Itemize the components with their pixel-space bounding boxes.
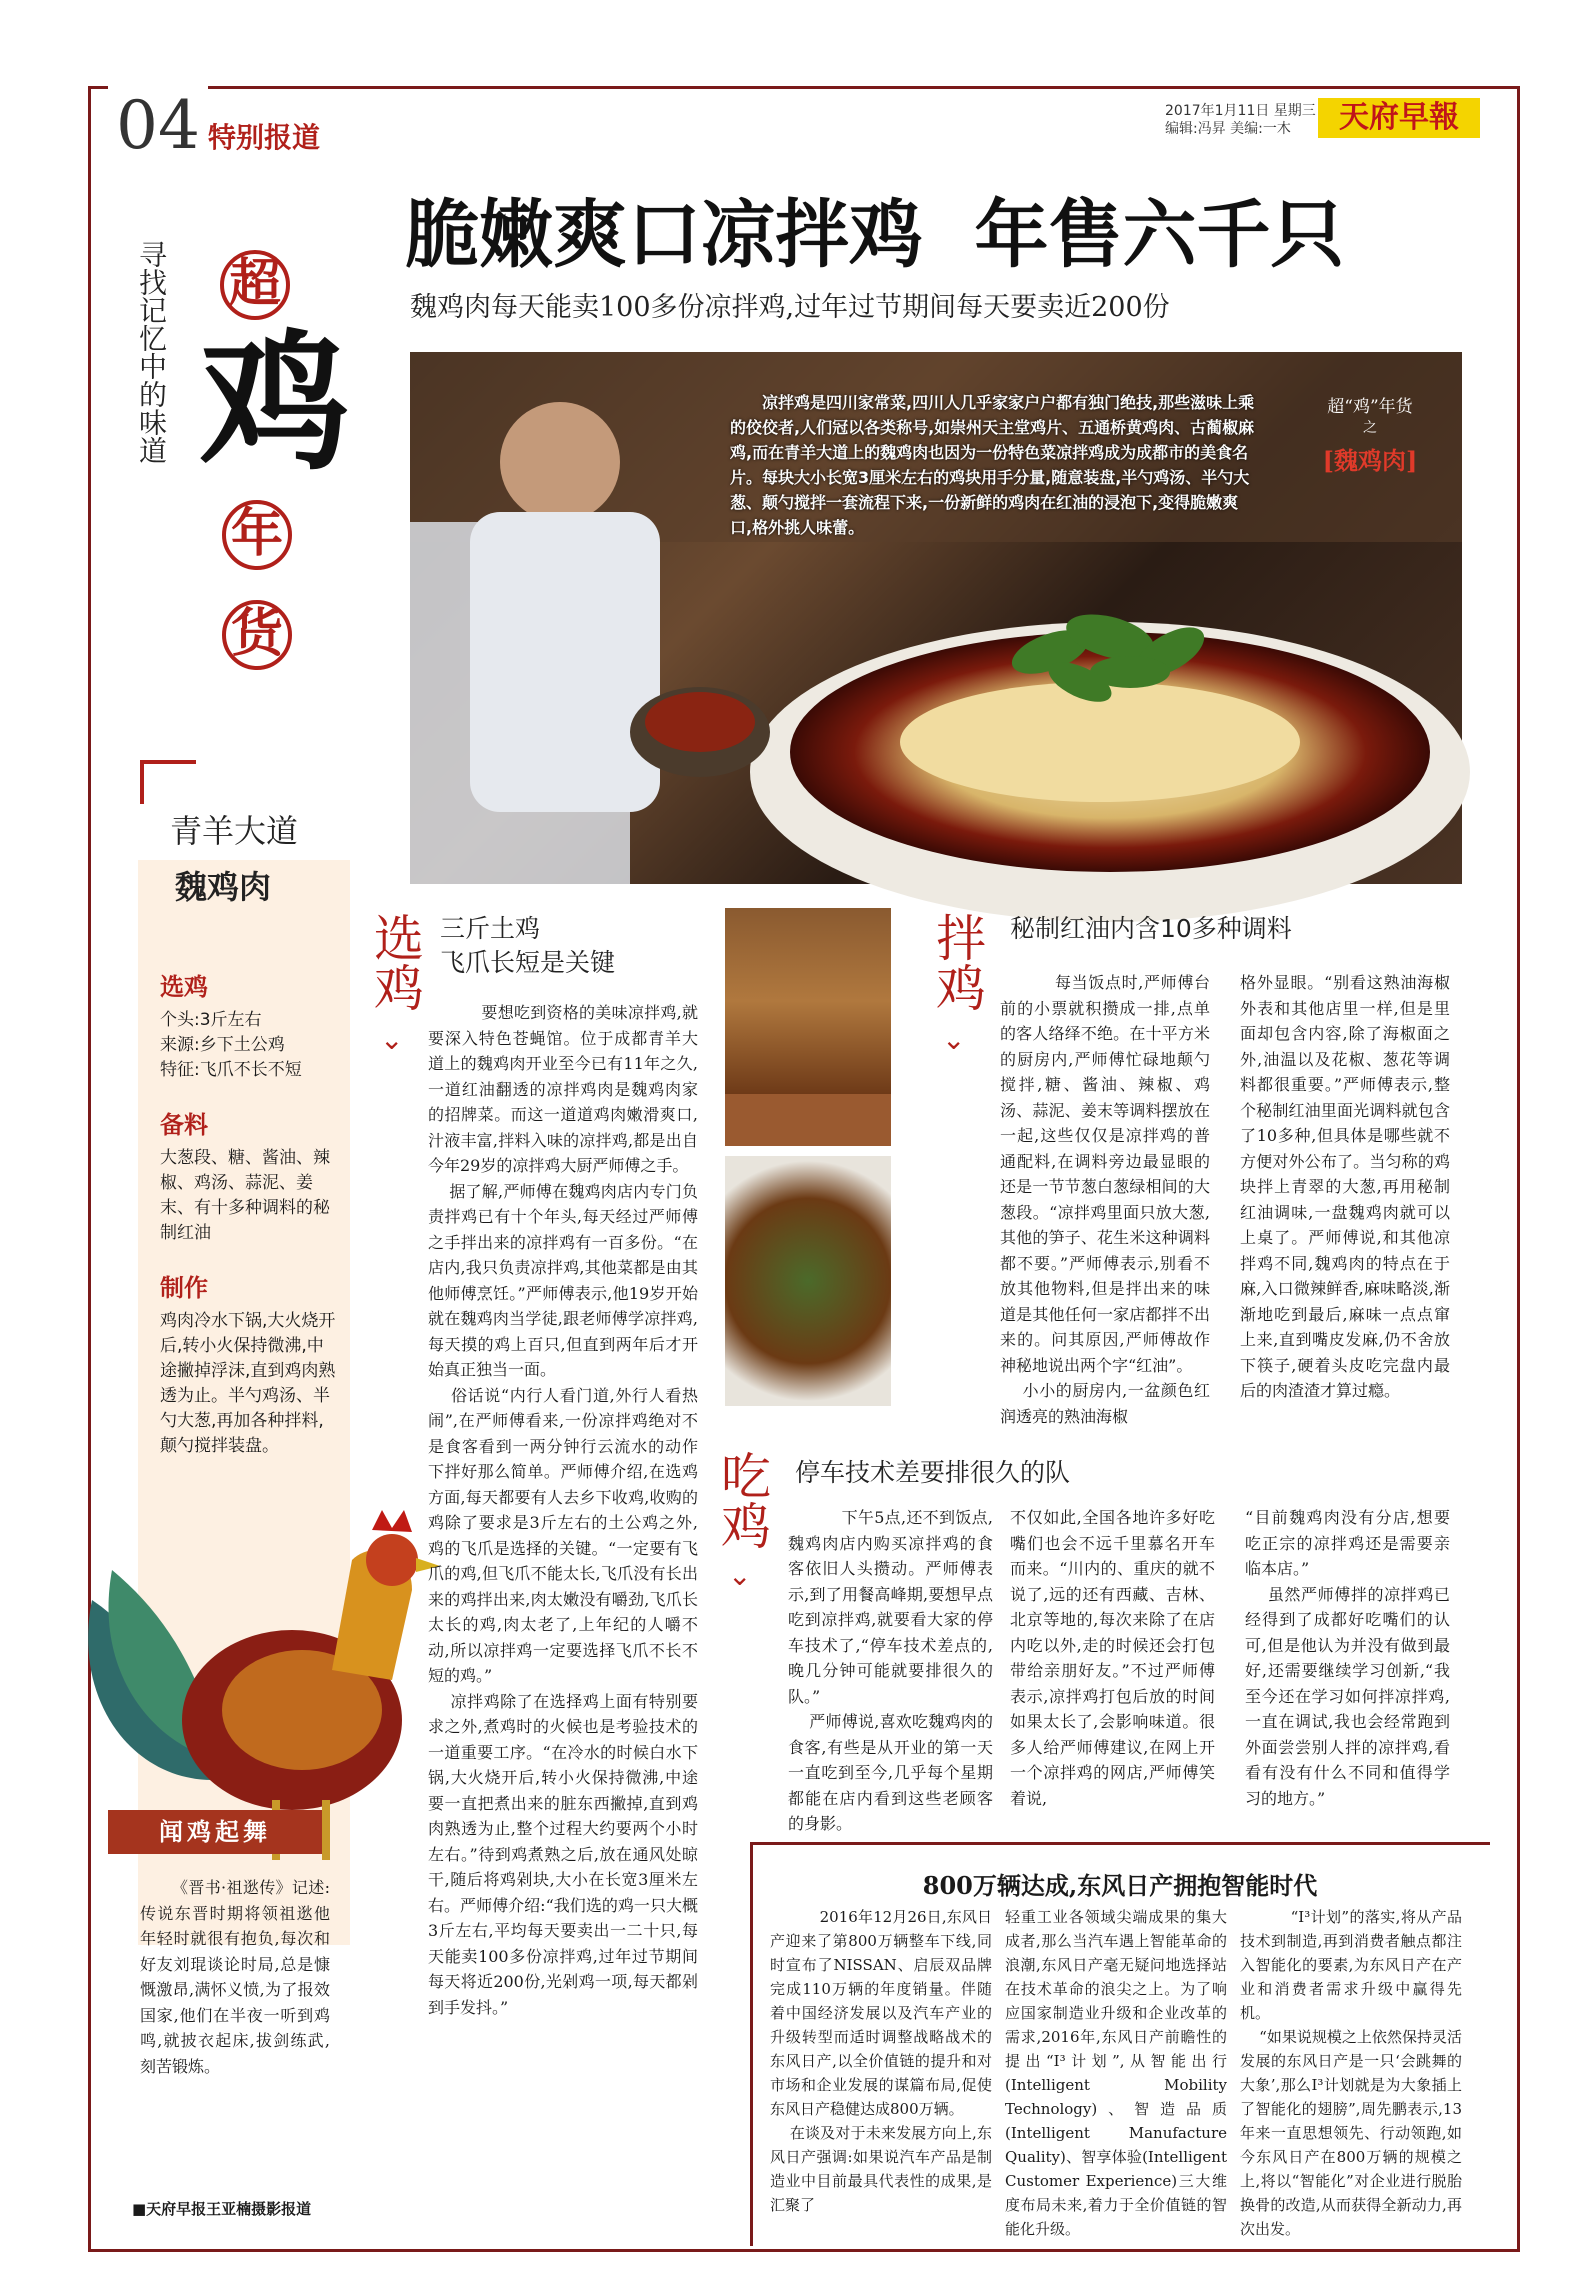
badge-name: [魏鸡肉] bbox=[1322, 446, 1418, 475]
dongfeng-col2: 轻重工业各领域尖端成果的集大成者,那么当汽车遇上智能革命的浪潮,东风日产毫无疑问地选择站在技术革命的浪尖之上。为了响应国家制造业升级和企业改革的需求,2016年,东风日产前瞻性的提出“I³计划”,从智能出行(Intelligent Mobility Technology)、智造品质(Intelligent Manufacture Quality)、智享体验(Intelligent Customer Experience)三大维度布局未来,着力于全价值链的智能化升级。 bbox=[1005, 1908, 1232, 2238]
dish-photo bbox=[410, 352, 1462, 884]
side-title-xuanji: 选鸡 bbox=[160, 973, 208, 1001]
subheadline: 魏鸡肉每天能卖100多份凉拌鸡,过年过节期间每天要卖近200份 bbox=[410, 292, 1170, 323]
editors: 编辑:冯昇 美编:一木 bbox=[1165, 121, 1291, 137]
side-line: 个头:3斤左右 bbox=[160, 1010, 262, 1030]
series-vertical-text: 寻找记忆中的味道 bbox=[135, 240, 168, 464]
xuanji-body: 要想吃到资格的美味凉拌鸡,就要深入特色苍蝇馆。位于成都青羊大道上的魏鸡肉开业至今已有11年之久,一道红油翻透的凉拌鸡肉是魏鸡肉家的招牌菜。而这一道道鸡肉嫩滑爽口,汁液丰富,拌料入味的凉拌鸡,都是出自今年29岁的凉拌鸡大厨严师傅之手。 据了解,严师傅在魏鸡肉店内专门负责拌鸡已有十个年头,每天经过严师傅之手拌出来的凉拌鸡有一百多份。“在店内,我只负责凉拌鸡,其他菜都是由其他师傅烹饪。”严师傅表示,他19岁开始就在魏鸡肉当学徒,跟老师傅学凉拌鸡,每天摸的鸡上百只,但直到两年后才开始真正独当一面。 俗话说“内行人看门道,外行人看热闹”,在严师傅看来,一份凉拌鸡绝对不是食客看到一两分钟行云流水的动作下拌好那么简单。严师傅介绍,在选鸡方面,每天都要有人去乡下收鸡,收购的鸡除了要求是3斤左右的土公鸡之外,鸡的飞爪是选择的关键。“一定要有飞爪的鸡,但飞爪不能太长,飞爪没有长出来的鸡拌出来,肉太嫩没有嚼劲,飞爪长太长的鸡,肉太老了,上年纪的人嚼不动,所以凉拌鸡一定要选择飞爪不长不短的鸡。” 凉拌鸡除了在选择鸡上面有特别要求之外,煮鸡时的火候也是考验技术的一道重要工序。“在冷水的时候白水下锅,大火烧开后,转小火保持微沸,中途要一直把煮出来的脏东西撇掉,直到鸡肉熟透为止,整个过程大约要两个小时左右。”待到鸡煮熟之后,放在通风处晾干,随后将鸡剁块,大小在长宽3厘米左右。严师傅介绍:“我们选的鸡一只大概3斤左右,平均每天要卖出一二十只,每天能卖100多份凉拌鸡,过年过节期间每天将近200份,光剁鸡一项,每天都剁到手发抖。” bbox=[428, 1003, 699, 2017]
side-line: 大葱段、糖、酱油、辣椒、鸡汤、蒜泥、姜末、有十多种调料的秘制红油 bbox=[160, 1148, 330, 1243]
side-title-zhizuo: 制作 bbox=[160, 1274, 208, 1302]
headline: 脆嫩爽口凉拌鸡 年售六千只 bbox=[405, 192, 1345, 278]
nian-char: 年 bbox=[222, 500, 292, 570]
chao-char: 超 bbox=[220, 250, 290, 320]
tag-banji: 拌鸡 bbox=[928, 912, 986, 1012]
xuanji-sub2: 飞爪长短是关键 bbox=[440, 948, 616, 977]
chiji-col3: “目前魏鸡肉没有分店,想要吃正宗的凉拌鸡还是需要亲临本店。” 虽然严师傅拌的凉拌鸡已经得到了成都好吃嘴们的认可,但是他认为并没有做到最好,还需要继续学习创新,“我至今还在学习如何拌凉拌鸡,一直在调试,我也会经常跑到外面尝尝别人拌的凉拌鸡,看看有没有什么不同和值得学习的地方。” bbox=[1245, 1508, 1450, 1808]
banji-col1: 每当饭点时,严师傅台前的小票就积攒成一排,点单的客人络绎不绝。在十平方米的厨房内,严师傅忙碌地颠勺搅拌,糖、酱油、辣椒、鸡汤、蒜泥、姜末等调料摆放在一起,这些仅仅是凉拌鸡的普通配料,在调料旁边最显眼的还是一节节葱白葱绿相间的大葱段。“凉拌鸡里面只放大葱,其他的笋子、花生米这种调料都不要。”严师傅表示,别看不放其他物料,但是拌出来的味道是其他任何一家店都拌不出来的。问其原因,严师傅故作神秘地说出两个字“红油”。 小小的厨房内,一盆颜色红润透亮的熟油海椒 bbox=[1000, 973, 1211, 1426]
tag-chiji: 吃鸡 bbox=[713, 1450, 771, 1550]
dongfeng-title: 800万辆达成,东风日产拥抱智能时代 bbox=[922, 1871, 1318, 1900]
photo-caption: 凉拌鸡是四川家常菜,四川人几乎家家户户都有独门绝技,那些滋味上乘的佼佼者,人们冠以各类称号,如崇州天主堂鸡片、五通桥黄鸡肉、古蔺椒麻鸡,而在青羊大道上的魏鸡肉也因为一份特色菜凉拌鸡成为成都市的美食名片。每块大小长宽3厘米左右的鸡块用手分量,随意装盘,半勺鸡汤、半勺大葱、颠勺搅拌一套流程下来,一份新鲜的鸡肉在红油的浸泡下,变得脆嫩爽口,格外挑人味蕾。 bbox=[730, 393, 1255, 537]
chiji-sub: 停车技术差要排很久的队 bbox=[795, 1458, 1071, 1487]
dongfeng-col3: “I³计划”的落实,将从产品技术到制造,再到消费者触点都注入智能化的要素,为东风日产在产业和消费者需求升级中赢得先机。 “如果说规模之上依然保持灵活发展的东风日产是一只‘会跳舞的大象’,那么I³计划就是为大象插上了智能化的翅膀”,周先鹏表示,13年来一直思想领先、行动领跑,如今东风日产在800万辆的规模之上,将以“智能化”对企业进行脱胎换骨的改造,从而获得全新动力,再次出发。 bbox=[1240, 1908, 1463, 2238]
page-number: 04 bbox=[108, 86, 208, 166]
peanut-photo bbox=[725, 1094, 891, 1146]
side-line: 特征:飞爪不长不短 bbox=[160, 1060, 302, 1080]
section-label: 特别报道 bbox=[208, 121, 321, 154]
sidebar-location: 青羊大道 bbox=[170, 812, 299, 850]
banji-sub: 秘制红油内含10多种调料 bbox=[1010, 914, 1292, 943]
series-badge bbox=[1300, 392, 1440, 476]
chevron-down-icon: ⌄ bbox=[380, 1023, 404, 1056]
chiji-col1: 下午5点,还不到饭点,魏鸡肉店内购买凉拌鸡的食客依旧人头攒动。严师傅表示,到了用餐高峰期,要想早点吃到凉拌鸡,就要看大家的停车技术了,“停车技术差点的,晚几分钟可能就要排很久的队。” 严师傅说,喜欢吃魏鸡肉的食客,有些是从开业的第一天一直吃到至今,几乎每个星期都能在店内看到这些老顾客的身影。 bbox=[788, 1508, 993, 1833]
huo-char: 货 bbox=[222, 600, 292, 670]
side-line: 鸡肉冷水下锅,大火烧开后,转小火保持微沸,中途撇掉浮沫,直到鸡肉熟透为止。半勺鸡汤、半勺大葱,再加各种拌料,颠勺搅拌装盘。 bbox=[160, 1311, 336, 1456]
xuanji-sub1: 三斤土鸡 bbox=[440, 914, 541, 943]
issue-date: 2017年1月11日 星期三 bbox=[1165, 103, 1316, 119]
tag-xuanji: 选鸡 bbox=[366, 912, 424, 1012]
wenji-title: 闻鸡起舞 bbox=[108, 1810, 322, 1854]
ji-char: 鸡 bbox=[200, 315, 351, 491]
banji-dish-photo bbox=[725, 1156, 891, 1406]
chevron-down-icon: ⌄ bbox=[942, 1023, 966, 1056]
chevron-down-icon: ⌄ bbox=[728, 1559, 752, 1592]
banji-col2: 格外显眼。“别看这熟油海椒外表和其他店里一样,但是里面却包含内容,除了海椒面之外,油温以及花椒、葱花等调料都很重要。”严师傅表示,整个秘制红油里面光调料就包含了10多种,但具体是哪些就不方便对外公布了。当匀称的鸡块拌上青翠的大葱,再用秘制红油调味,一盘魏鸡肉就可以上桌了。严师傅说,和其他凉拌鸡不同,魏鸡肉的特点在于麻,入口微辣鲜香,麻味略淡,渐渐地吃到最后,麻味一点点窜上来,直到嘴皮发麻,仍不舍放下筷子,硬着头皮吃完盘内最后的肉渣渣才算过瘾。 bbox=[1240, 973, 1450, 1400]
side-title-beiliao: 备料 bbox=[160, 1111, 208, 1139]
corner-ornament bbox=[140, 760, 196, 804]
side-line: 来源:乡下土公鸡 bbox=[160, 1035, 285, 1055]
dongfeng-col1: 2016年12月26日,东风日产迎来了第800万辆整车下线,同时宣布了NISSAN、启辰双品牌完成110万辆的年度销量。伴随着中国经济发展以及汽车产业的升级转型而适时调整战略战术的东风日产,以全价值链的提升和对市场和企业发展的谋篇布局,促使东风日产稳健达成800万辆。 在谈及对于未来发展方向上,东风日产强调:如果说汽车产品是制造业中目前最具代表性的成果,是汇聚了 bbox=[770, 1908, 993, 2214]
masthead-logo: 天府早報 bbox=[1318, 98, 1480, 138]
wenji-text: 《晋书·祖逖传》记述:传说东晋时期将领祖逖他年轻时就很有抱负,每次和好友刘琨谈论时局,总是慷慨激昂,满怀义愤,为了报效国家,他们在半夜一听到鸡鸣,就披衣起床,拔剑练武,刻苦锻炼。 bbox=[140, 1878, 330, 2076]
chiji-col2: 不仅如此,全国各地许多好吃嘴们也会不远千里慕名开车而来。“川内的、重庆的就不说了,远的还有西藏、吉林、北京等地的,每次来除了在店内吃以外,走的时候还会打包带给亲朋好友。”不过严师傅表示,凉拌鸡打包后放的时间如果太长了,会影响味道。很多人给严师傅建议,在网上开一个凉拌鸡的网店,严师傅笑着说, bbox=[1010, 1508, 1215, 1808]
badge-line2: 之 bbox=[1363, 420, 1377, 436]
sidebar-shop: 魏鸡肉 bbox=[175, 868, 272, 906]
badge-line1: 超“鸡”年货 bbox=[1327, 397, 1413, 417]
photo-credit: ■天府早报王亚楠摄影报道 bbox=[132, 2200, 312, 2218]
chicken-feet-photo bbox=[725, 908, 891, 1094]
sidebar-info bbox=[160, 945, 340, 1459]
